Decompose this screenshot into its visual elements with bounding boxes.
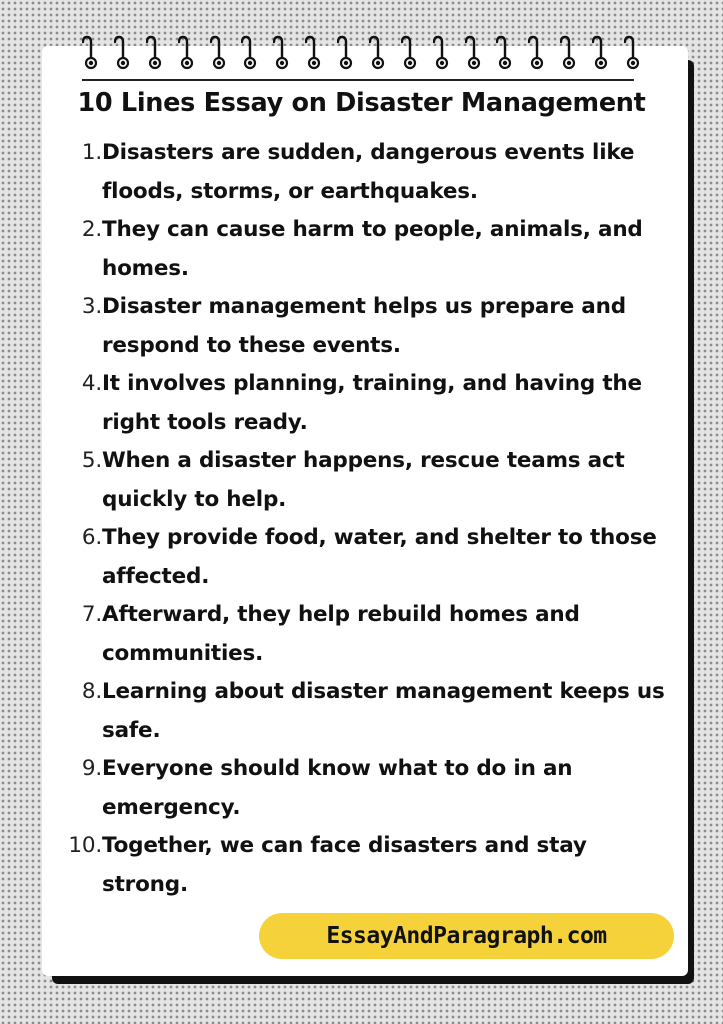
spiral-ring-icon xyxy=(465,34,483,72)
item-text: It involves planning, training, and having the right tools ready. xyxy=(102,371,642,435)
list-item xyxy=(52,134,672,211)
item-text: They can cause harm to people, animals, and homes. xyxy=(102,217,643,281)
spiral-ring-icon xyxy=(273,34,291,72)
spiral-ring-icon xyxy=(82,34,100,72)
item-number: 4. xyxy=(81,371,102,396)
item-number: 9. xyxy=(81,756,102,781)
list-item xyxy=(52,442,672,519)
item-text: Disasters are sudden, dangerous events like floods, storms, or earthquakes. xyxy=(102,140,635,204)
item-number: 10. xyxy=(68,833,102,858)
item-number: 1. xyxy=(81,140,102,165)
item-number: 7. xyxy=(81,602,102,627)
list-item xyxy=(52,365,672,442)
spiral-ring-icon xyxy=(592,34,610,72)
item-number: 6. xyxy=(81,525,102,550)
item-text: Everyone should know what to do in an emergency. xyxy=(102,756,573,820)
spiral-ring-icon xyxy=(114,34,132,72)
list-item xyxy=(52,827,672,904)
item-text: Together, we can face disasters and stay strong. xyxy=(102,833,587,897)
list-item xyxy=(52,211,672,288)
list-item xyxy=(52,288,672,365)
spiral-ring-icon xyxy=(178,34,196,72)
list-item xyxy=(52,673,672,750)
item-number: 8. xyxy=(81,679,102,704)
item-text: They provide food, water, and shelter to those affected. xyxy=(102,525,657,589)
spiral-ring-icon xyxy=(496,34,514,72)
page-title: 10 Lines Essay on Disaster Management xyxy=(77,88,646,118)
item-text: Learning about disaster management keeps us safe. xyxy=(102,679,665,743)
header-rule xyxy=(82,79,634,81)
list-item xyxy=(52,750,672,827)
website-badge: EssayAndParagraph.com xyxy=(259,913,674,959)
spiral-ring-icon xyxy=(210,34,228,72)
item-text: Afterward, they help rebuild homes and communities. xyxy=(102,602,580,666)
spiral-ring-icon xyxy=(624,34,642,72)
spiral-ring-icon xyxy=(401,34,419,72)
item-number: 3. xyxy=(81,294,102,319)
spiral-ring-icon xyxy=(369,34,387,72)
spiral-ring-icon xyxy=(433,34,451,72)
item-number: 2. xyxy=(81,217,102,242)
spiral-ring-icon xyxy=(241,34,259,72)
item-text: When a disaster happens, rescue teams act quickly to help. xyxy=(102,448,625,512)
item-text: Disaster management helps us prepare and respond to these events. xyxy=(102,294,626,358)
spiral-ring-icon xyxy=(305,34,323,72)
essay-list xyxy=(52,134,672,904)
spiral-ring-icon xyxy=(528,34,546,72)
spiral-ring-icon xyxy=(337,34,355,72)
list-item xyxy=(52,596,672,673)
item-number: 5. xyxy=(81,448,102,473)
spiral-ring-icon xyxy=(146,34,164,72)
spiral-ring-icon xyxy=(560,34,578,72)
list-item xyxy=(52,519,672,596)
spiral-binding xyxy=(82,34,642,72)
